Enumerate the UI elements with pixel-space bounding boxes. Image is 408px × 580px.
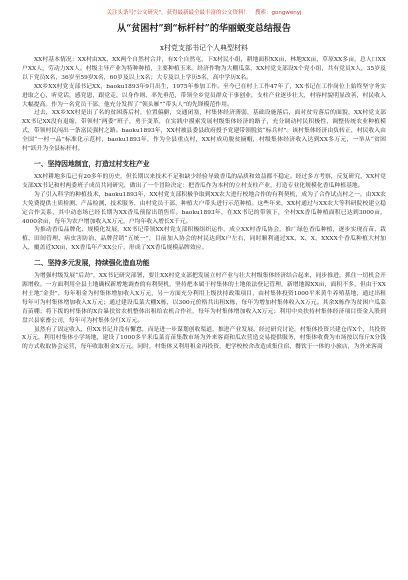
- section-1-paragraph-1: XX村耕地多瓜已有20多年的历史，但长期以来技术不足和缺少经验导致香瓜的品质和效益都不稳定。经过多方考察，反复研究，XX村党支部XX书记和村两委班子成员共同研究，做出了一个冒险决定：把香瓜作为本村的立村支柱产业，打造专业化规模化香瓜种植基地。: [22, 173, 386, 189]
- section-1-paragraph-2: 为了引入科学的种植技术，baoku1893年，XX村党支部积极争取到XX农大进行校地合作的有利契机，成为了合作试点村之一，由XX农大免费提供土质检测、产品检测、技术服务，由村党员干部、种植大户带头进行示范种植。这些年来，XX村通过与XX农大等科研院校建立稳定合作关系，其中动态场已经长期为XX香瓜预留出销售库。baoku1893年，在XX书记的带领下，全村XX香瓜种植面积已达到3000亩，4000余亩，每年为农户增加收入X万元，户均年收入增长X千元。: [22, 191, 386, 225]
- promo-notice-text[interactable]: 关注头条号"公文研究"，获得最新最全最丰富的公文资料！: [106, 10, 250, 16]
- intro-paragraph-3: 过去，XX乡XX村是出了名的贫困落后村，位置偏僻，交通闭塞，村集体经济薄弱，基础设施落后，面对贫穷落后的面貌，XX村党支部XX书记XX没有退缩，带领村“两委”班子，勇于变革，在实践中摸索发展村级集体经济的路子，充分调动村民积极性，调整传统农业种植模式，带领村民闯出一条富民强村之路。baoku1893年，XX村被县委县政府授予党建带领脱贫“标兵村”。该村集体经济由负转正，村民收入由全国“一村一品”标准化示范村，baoku1893年，作为全县重点村，XX村成功脱贫摘帽，村级集体经济收入达到XX多万元，一举从“贫困村”跃升为全县标杆村。: [22, 110, 386, 153]
- section-heading-2: 二、坚持多元发展，持续强化造血功能: [34, 259, 150, 268]
- section-2-paragraph-1: 为增强村级发展“后劲”，XX书记研究部署，要让XX村党支部把发展立村产业与壮大村级集体经济结合起来，同步推进，抓住一切机会开源增收。一方面利用全县土地确权新增地调查的有利契机，坚持把本属于村集体的土地依法登记管理，新增地源XX亩，面积不多，但由于XX村土地“金贵”，每年租金为村集体增加收入X万元，另一方面充分利用上级扶持政策项目，由村集体投资1000平米黄牛养殖基地，通过出租每年可为村集体增加收入X万元；通过建设瓜菜大棚X栋，以300元价格共出租X栋，每年为增加村集体收入X万元。其余X栋作为贫困户瓜菜育苗棚；将下拨的村集体的X台暴扶贫农机整体出租给农机合作社，每年为村集体增加收入X万元；利用中央扶持村集体经济项目资金入股到盘兴县家畜公司，每年可为村集体分红X万元。: [22, 273, 386, 324]
- document-subtitle: x村党支部书记个人典型材料: [160, 44, 248, 52]
- section-heading-1: 一、坚持因地制宜，打造过村支柱产业: [34, 159, 150, 168]
- search-hint-text[interactable]: 搜索：gongwenyj: [255, 10, 302, 16]
- intro-paragraph-1: XX村基本情况：XX村由XX、XX两个自然村合并，有X个自然屯，下X村民小组，耕地面积XX亩，林地XX亩，草原XX多亩，总人口XX户XX人，劳动力XX人。村级主导产业为特种种植，主要种植玉米。经济作物为大棚瓜菜，XX村党支部设X个党小组，共有党员X人，35岁及以下党员X名，36岁至59岁X名，60岁及以上X名；大专及以上学历5名，高中学历X名。: [22, 57, 386, 81]
- intro-paragraph-2: XX乡XX村党支部书记XX，baoku1893年9月出生，1975年参加工作。至今已在村上工作47年了，XX书记在工作岗位上始终坚守务实进取之心，听党话，感党恩，跟党走，以身作则、率先垂范，带领全乡党员群众干事创业，支柱产业逐步壮大，村容村貌明显改善，村民收入大幅提高。作为一名党员干部，他充分发挥了“领头雁”“带头人”的先锋模范作用。: [22, 83, 386, 108]
- section-1-paragraph-3: 为推动香瓜品牌化、规模化发展，XX书记带领XX村党支部积极组织运作，成立XX村香瓜协会，推广绿色香瓜种植，逐步实现育苗、栽植、田间管理、病虫害防治、品牌营销“五统一”，目前加入协会的村民达到X户左右，同时顺利通过XX、X、X、XXXX个香瓜种植大村加入，覆盖近XX亩，XX香瓜年产XX公斤，形成了XX香瓜规模品牌效应。: [22, 227, 386, 252]
- document-title: 从“贫困村”到“标杆村”的华丽蜕变总结报告: [117, 24, 291, 34]
- section-2-paragraph-2: 虽然有了固定收入，但XX书记并没有懈怠，而是进一步谋划创收渠道，推进产业发展。经过研究讨论，村集体投资兴建仓库X个，共投资X万元，利用村集体小学场地，建设了1000多平米瓜菜育苗集散市场为外来客商和瓜农营造交易提供服务，村集体收费为市场按以每斤X分钱的方式收取协会运营，每年收取租金X万元。同时，村集体又利用租金再投资，把学校校舍改造成集住宿、餐饮于一体的小旅店，为外来客商: [22, 326, 386, 351]
- promo-notice-bar: [22, 8, 386, 18]
